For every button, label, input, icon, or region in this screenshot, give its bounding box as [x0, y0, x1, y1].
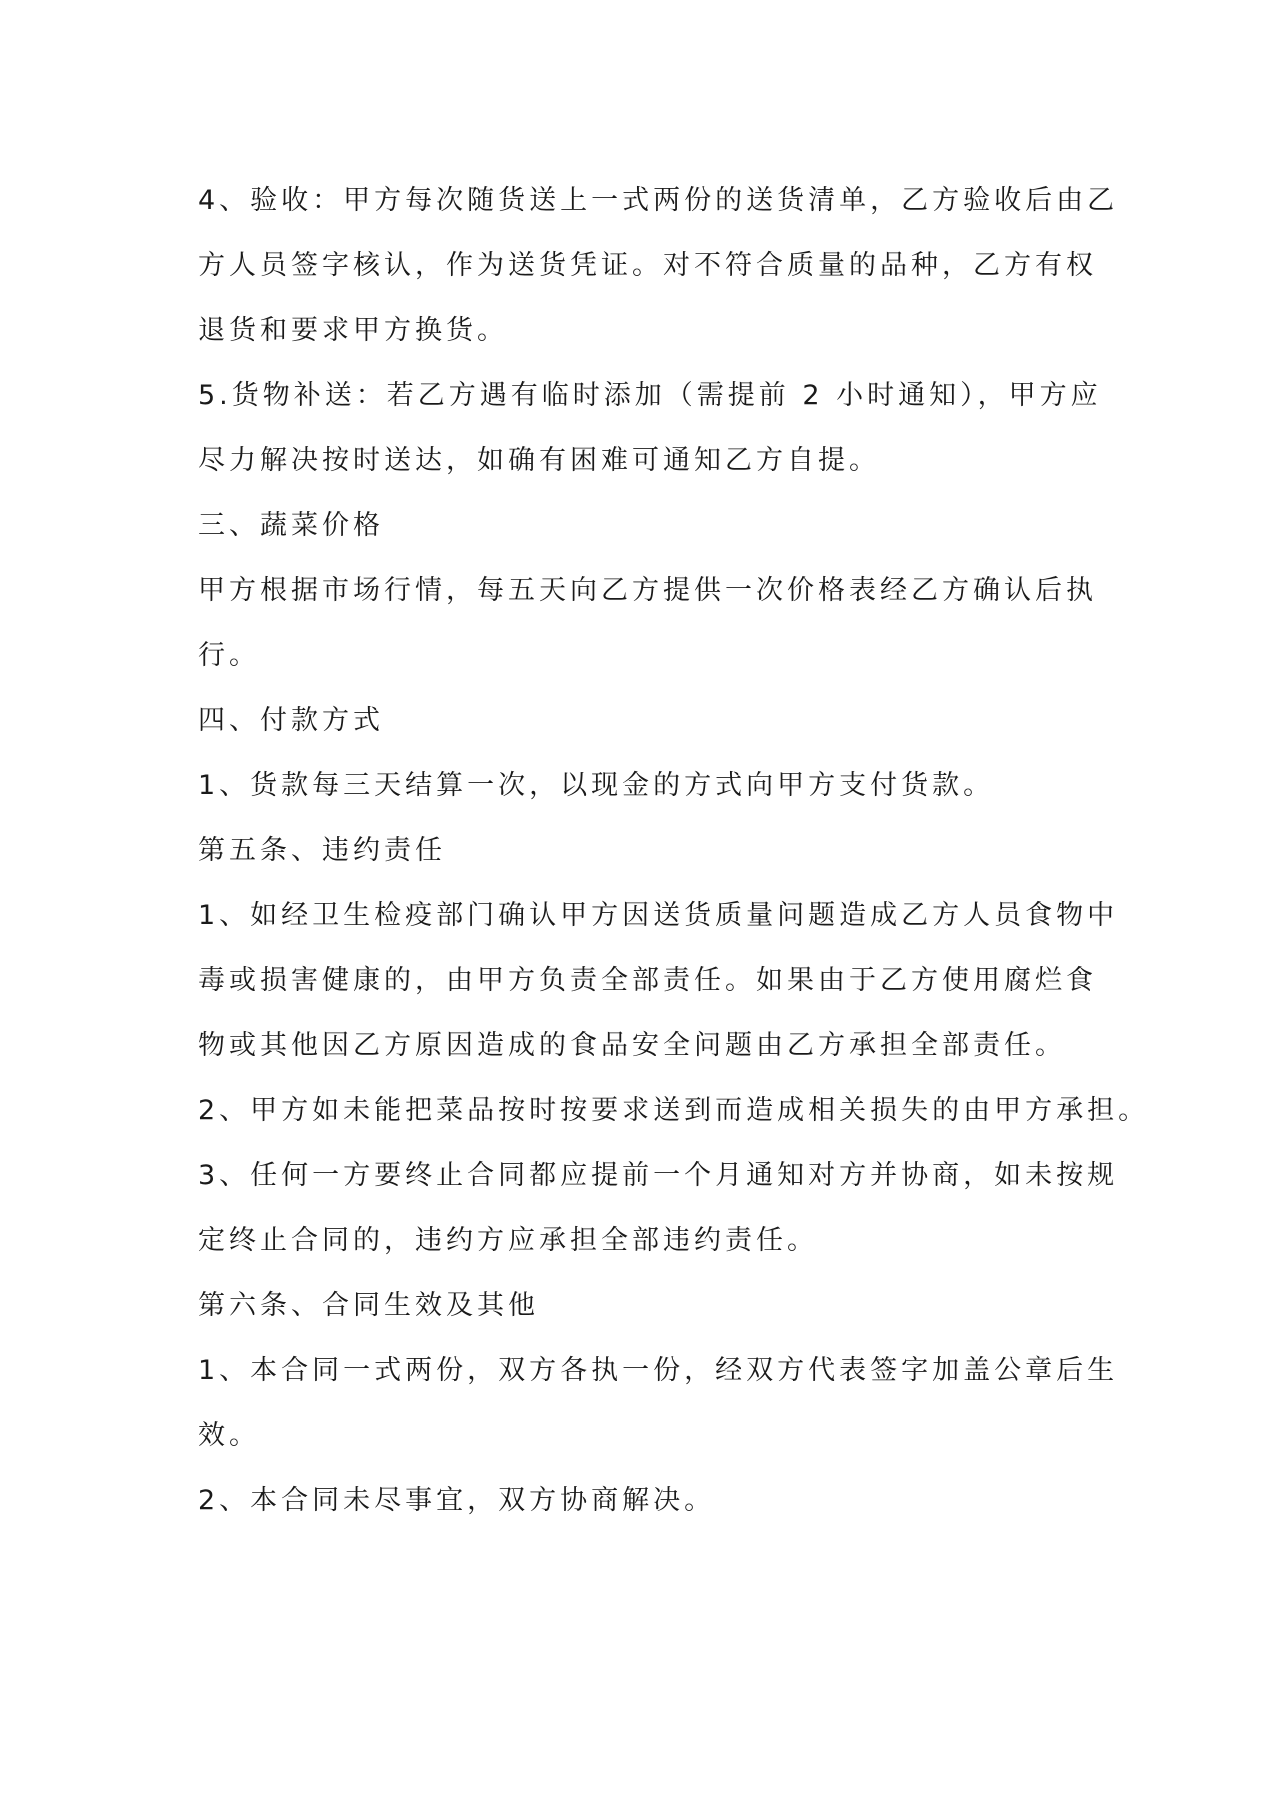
section-heading: 三、蔬菜价格: [198, 510, 384, 541]
text-line: 效。: [198, 1420, 260, 1451]
text-line: 甲方根据市场行情，每五天向乙方提供一次价格表经乙方确认后执: [198, 575, 1097, 606]
text-line: 5.货物补送：若乙方遇有临时添加（需提前 2 小时通知），甲方应: [198, 380, 1102, 411]
text-line: 2、甲方如未能把菜品按时按要求送到而造成相关损失的由甲方承担。: [198, 1095, 1150, 1126]
text-line: 4、验收：甲方每次随货送上一式两份的送货清单，乙方验收后由乙: [198, 185, 1119, 216]
text-line: 1、如经卫生检疫部门确认甲方因送货质量问题造成乙方人员食物中: [198, 900, 1119, 931]
text-line: 尽力解决按时送达，如确有困难可通知乙方自提。: [198, 445, 880, 476]
text-line: 物或其他因乙方原因造成的食品安全问题由乙方承担全部责任。: [198, 1030, 1066, 1061]
section-heading: 第五条、违约责任: [198, 835, 446, 866]
text-line: 定终止合同的，违约方应承担全部违约责任。: [198, 1225, 818, 1256]
text-line: 3、任何一方要终止合同都应提前一个月通知对方并协商，如未按规: [198, 1160, 1119, 1191]
text-line: 2、本合同未尽事宜，双方协商解决。: [198, 1485, 716, 1516]
text-line: 方人员签字核认，作为送货凭证。对不符合质量的品种，乙方有权: [198, 250, 1097, 281]
text-line: 毒或损害健康的，由甲方负责全部责任。如果由于乙方使用腐烂食: [198, 965, 1097, 996]
section-heading: 第六条、合同生效及其他: [198, 1290, 539, 1321]
section-heading: 四、付款方式: [198, 705, 384, 736]
text-line: 1、本合同一式两份，双方各执一份，经双方代表签字加盖公章后生: [198, 1355, 1119, 1386]
text-line: 退货和要求甲方换货。: [198, 315, 508, 346]
text-line: 行。: [198, 640, 260, 671]
text-line: 1、货款每三天结算一次，以现金的方式向甲方支付货款。: [198, 770, 995, 801]
contract-text: [198, 168, 1150, 1533]
